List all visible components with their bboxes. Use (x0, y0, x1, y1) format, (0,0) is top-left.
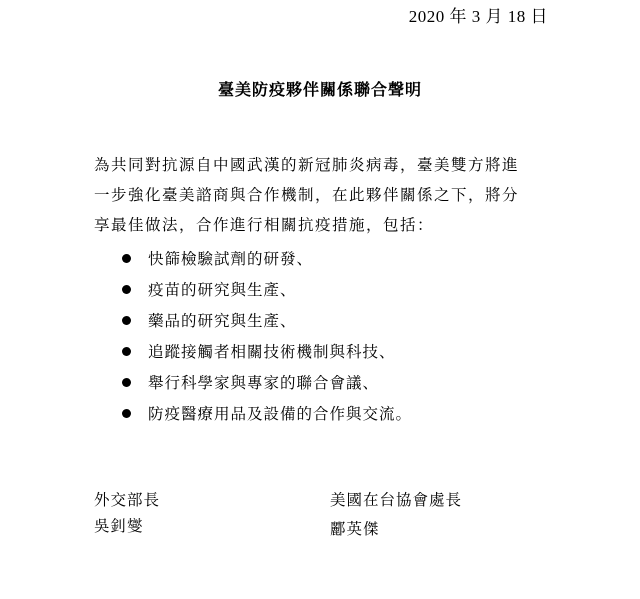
list-item (122, 337, 412, 368)
list-item (122, 244, 412, 275)
intro-line: 為共同對抗源自中國武漢的新冠肺炎病毒，臺美雙方將進 (94, 156, 520, 174)
list-item-text: 防疫醫療用品及設備的合作與交流。 (148, 405, 413, 423)
intro-paragraph (94, 150, 554, 240)
signatory-right-title: 美國在台協會處長 (330, 491, 463, 509)
bullet-dot-icon (122, 378, 131, 387)
measures-list (122, 244, 412, 430)
bullet-dot-icon (122, 316, 131, 325)
document-title: 臺美防疫夥伴關係聯合聲明 (217, 80, 422, 99)
list-item-text: 疫苗的研究與生產、 (148, 281, 297, 299)
list-item-text: 舉行科學家與專家的聯合會議、 (148, 374, 380, 392)
signatory-left-name: 吳釗燮 (94, 517, 144, 535)
document-date: 2020 年 3 月 18 日 (408, 7, 548, 26)
intro-line: 享最佳做法，合作進行相關抗疫措施，包括： (94, 216, 435, 234)
list-item (122, 368, 412, 399)
bullet-dot-icon (122, 347, 131, 356)
signatory-right-name: 酈英傑 (330, 520, 380, 538)
signatory-left-title: 外交部長 (94, 491, 161, 509)
list-item (122, 306, 412, 337)
list-item-text: 追蹤接觸者相關技術機制與科技、 (148, 343, 396, 361)
list-item-text: 快篩檢驗試劑的研發、 (148, 250, 314, 268)
list-item (122, 275, 412, 306)
intro-line: 一步強化臺美諮商與合作機制，在此夥伴關係之下，將分 (94, 186, 520, 204)
list-item-text: 藥品的研究與生產、 (148, 312, 297, 330)
bullet-dot-icon (122, 409, 131, 418)
bullet-dot-icon (122, 254, 131, 263)
bullet-dot-icon (122, 285, 131, 294)
list-item (122, 399, 412, 430)
